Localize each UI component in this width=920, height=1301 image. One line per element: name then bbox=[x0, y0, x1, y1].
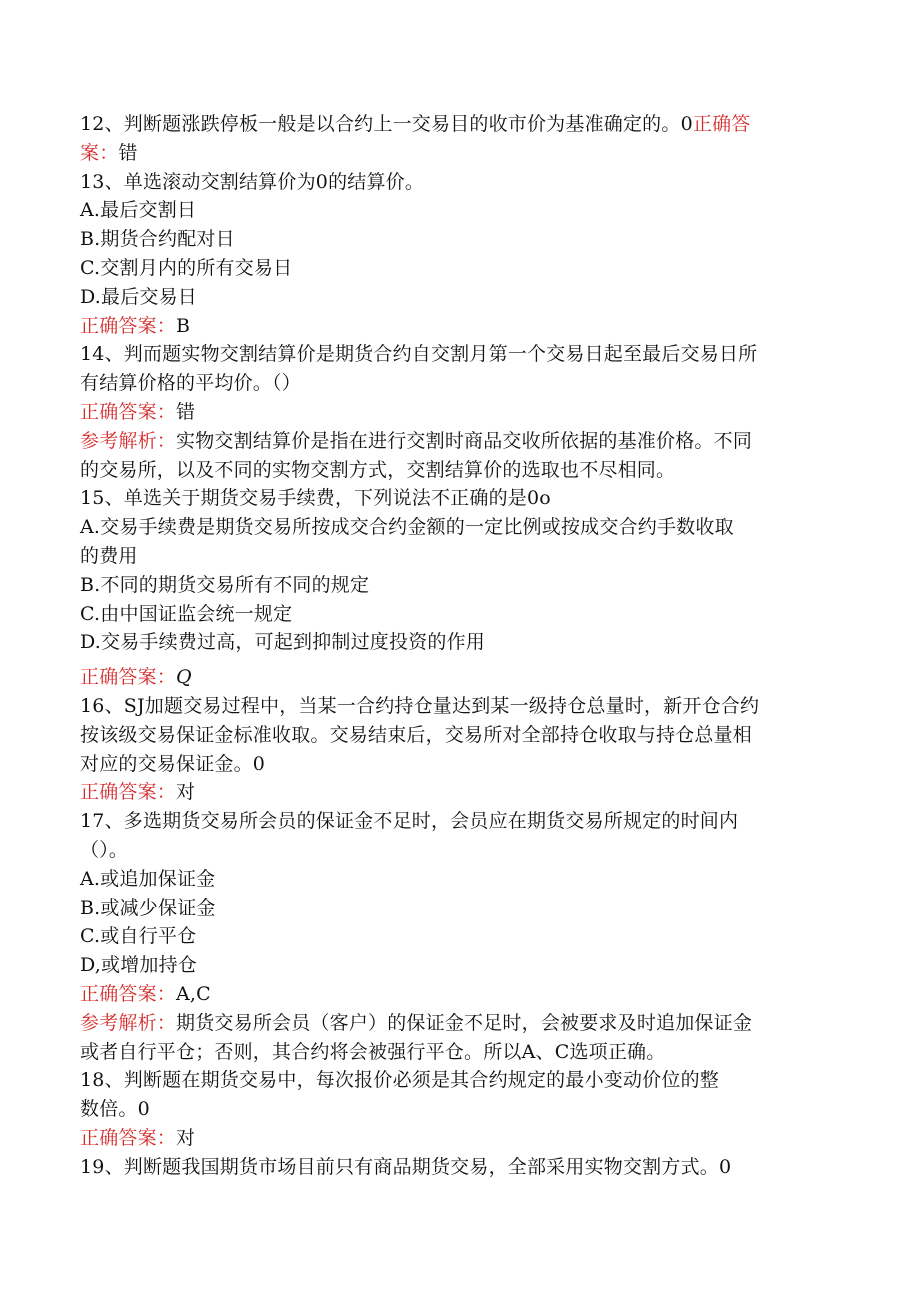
analysis-label-14: 参考解析： bbox=[80, 429, 177, 452]
question-17-option-c: C.或自行平仓 bbox=[80, 925, 197, 948]
question-18-answer bbox=[80, 1124, 840, 1153]
question-17-stem-line-1: 17、多选期货交易所会员的保证金不足时，会员应在期货交易所规定的时间内 bbox=[80, 810, 739, 833]
question-14-analysis-line-1 bbox=[80, 427, 840, 456]
answer-label-18: 正确答案： bbox=[80, 1126, 177, 1149]
answer-label-15: 正确答案： bbox=[80, 666, 177, 689]
question-16-stem-line-3: 对应的交易保证金。0 bbox=[80, 752, 266, 775]
question-16-stem-line-1: 16、SJ加题交易过程中，当某一合约持仓量达到某一级持仓总量时，新开仓合约 bbox=[80, 694, 760, 717]
question-18-stem-line-2: 数倍。0 bbox=[80, 1098, 150, 1121]
answer-label-14: 正确答案： bbox=[80, 400, 177, 423]
question-14-answer bbox=[80, 398, 840, 427]
question-15-option-a-line-1: A.交易手续费是期货交易所按成交合约金额的一定比例或按成交合约手数收取 bbox=[80, 516, 734, 539]
question-17-option-d: D,或增加持仓 bbox=[80, 954, 197, 977]
answer-value-13: B bbox=[176, 314, 191, 337]
question-13-option-d: D.最后交易日 bbox=[80, 285, 197, 308]
question-17-option-b: B.或减少保证金 bbox=[80, 896, 216, 919]
answer-value-16: 对 bbox=[176, 781, 196, 804]
question-15-option-d: D.交易手续费过高，可起到抑制过度投资的作用 bbox=[80, 631, 485, 654]
answer-value-12: 错 bbox=[118, 141, 138, 164]
analysis-text-17-a: 期货交易所会员（客户）的保证金不足时，会被要求及时追加保证金 bbox=[176, 1011, 753, 1034]
question-15-option-a-line-2: 的费用 bbox=[80, 544, 138, 567]
question-13-option-a: A.最后交割日 bbox=[80, 199, 197, 222]
question-12-stem: 12、判断题涨跌停板一般是以合约上一交易目的收市价为基准确定的。0 bbox=[80, 113, 693, 135]
analysis-text-14-a: 实物交割结算价是指在进行交割时商品交收所依据的基准价格。不同 bbox=[176, 429, 753, 452]
question-18-stem-line-1: 18、判断题在期货交易中，每次报价必须是其合约规定的最小变动价位的整 bbox=[80, 1069, 719, 1092]
question-13-answer bbox=[80, 312, 840, 341]
question-13-option-c: C.交割月内的所有交易日 bbox=[80, 256, 293, 279]
question-14-stem-line-2: 有结算价格的平均价。（） bbox=[80, 372, 301, 395]
question-14-analysis-line-2: 的交易所，以及不同的实物交割方式，交割结算价的选取也不尽相同。 bbox=[80, 458, 676, 481]
question-17-stem-line-2: （）。 bbox=[80, 838, 129, 861]
question-17-analysis-line-2: 或者自行平仓；否则，其合约将会被强行平仓。所以A、C选项正确。 bbox=[80, 1040, 666, 1063]
answer-label-12-part2: 案： bbox=[80, 141, 119, 164]
question-16-answer bbox=[80, 778, 840, 807]
question-15-answer bbox=[80, 663, 840, 692]
question-12-line-1 bbox=[80, 110, 840, 139]
question-17-answer bbox=[80, 980, 840, 1009]
question-12-line-2 bbox=[80, 139, 840, 168]
question-17-option-a: A.或追加保证金 bbox=[80, 867, 216, 890]
answer-label-12-part1: 正确答 bbox=[692, 113, 751, 135]
question-16-stem-line-2: 按该级交易保证金标准收取。交易结束后，交易所对全部持仓收取与持仓总量相 bbox=[80, 723, 753, 746]
answer-label-16: 正确答案： bbox=[80, 781, 177, 804]
answer-value-15: Q bbox=[176, 666, 192, 689]
document-body bbox=[80, 110, 840, 1181]
question-15-stem: 15、单选关于期货交易手续费，下列说法不正确的是0o bbox=[80, 487, 551, 510]
question-17-analysis-line-1 bbox=[80, 1009, 840, 1038]
analysis-label-17: 参考解析： bbox=[80, 1011, 177, 1034]
answer-value-14: 错 bbox=[176, 400, 196, 423]
question-19-stem: 19、判断题我国期货市场目前只有商品期货交易，全部采用实物交割方式。0 bbox=[80, 1155, 732, 1178]
question-15-option-b: B.不同的期货交易所有不同的规定 bbox=[80, 573, 370, 596]
question-15-option-c: C.由中国证监会统一规定 bbox=[80, 602, 293, 625]
question-13-stem: 13、单选滚动交割结算价为0的结算价。 bbox=[80, 170, 425, 193]
answer-value-18: 对 bbox=[176, 1126, 196, 1149]
question-14-stem-line-1: 14、判而题实物交割结算价是期货合约自交割月第一个交易日起至最后交易日所 bbox=[80, 343, 758, 366]
question-13-option-b: B.期货合约配对日 bbox=[80, 228, 235, 251]
answer-label-17: 正确答案： bbox=[80, 982, 177, 1005]
answer-value-17: A,C bbox=[176, 982, 211, 1005]
answer-label-13: 正确答案： bbox=[80, 314, 177, 337]
